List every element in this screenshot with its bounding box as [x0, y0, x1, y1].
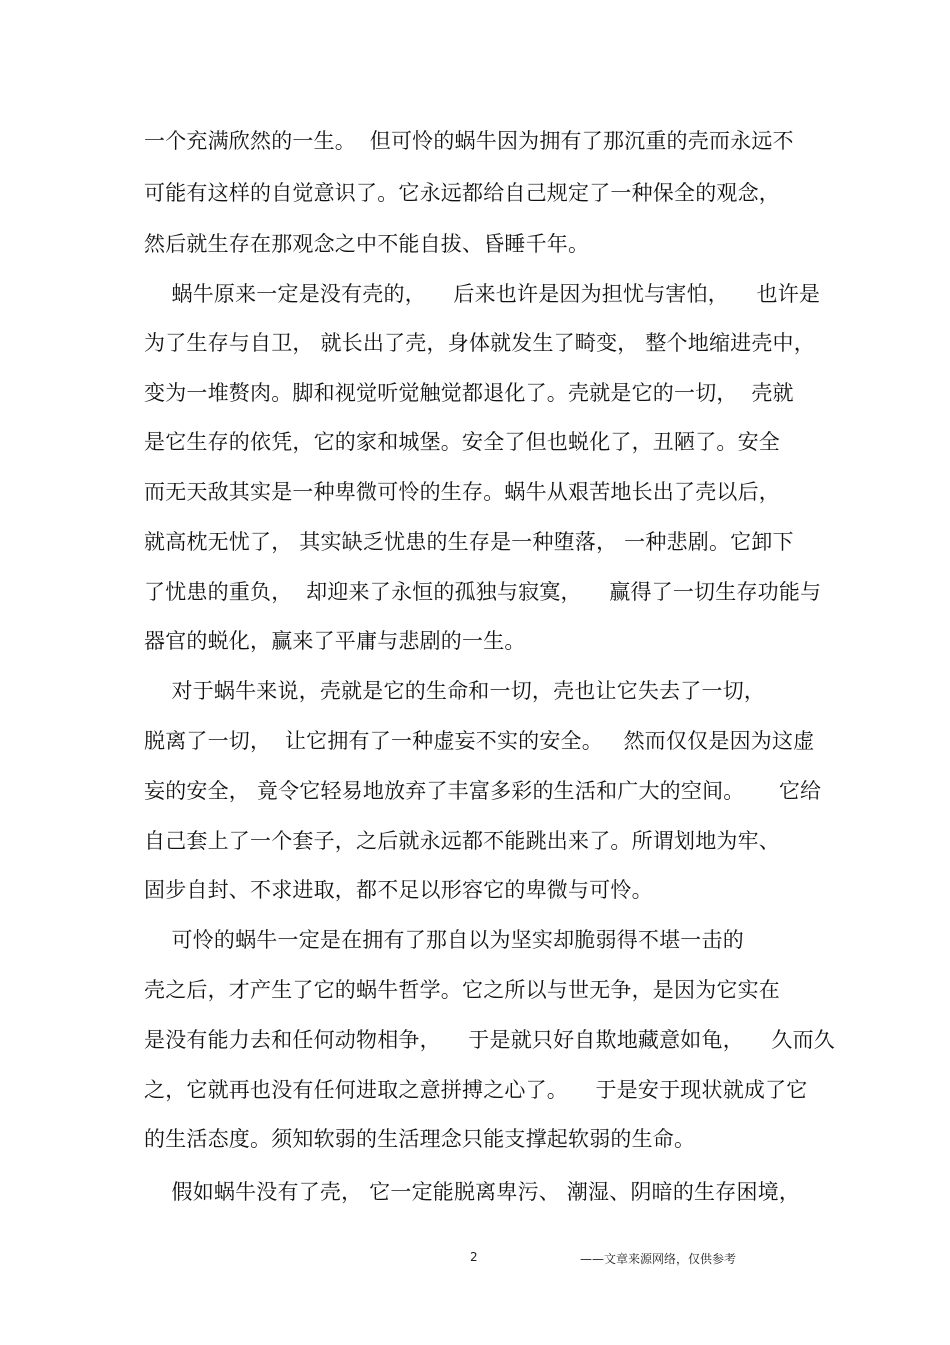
- text-line: 妄的安全， 竟令它轻易地放弃了丰富多彩的生活和广大的空间。 它给: [144, 779, 822, 803]
- text-line: 而无天敌其实是一种卑微可怜的生存。蜗牛从艰苦地长出了壳以后，: [144, 480, 780, 504]
- text-line: 的生活态度。须知软弱的生活理念只能支撑起软弱的生命。: [144, 1127, 696, 1151]
- text-line: 假如蜗牛没有了壳， 它一定能脱离卑污、 潮湿、阴暗的生存困境，: [144, 1180, 801, 1204]
- text-line: 了忧患的重负， 却迎来了永恒的孤独与寂寞， 赢得了一切生存功能与: [144, 580, 822, 604]
- text-line: 一个充满欣然的一生。 但可怜的蜗牛因为拥有了那沉重的壳而永远不: [144, 129, 794, 153]
- text-line: 蜗牛原来一定是没有壳的， 后来也许是因为担忧与害怕， 也许是: [144, 282, 821, 306]
- text-line: 之，它就再也没有任何进取之意拼搏之心了。 于是安于现状就成了它: [144, 1078, 808, 1102]
- text-line: 是它生存的依凭，它的家和城堡。安全了但也蜕化了，丑陋了。安全: [144, 430, 780, 454]
- text-line: 自己套上了一个套子，之后就永远都不能跳出来了。所谓划地为牢、: [144, 829, 780, 853]
- text-line: 固步自封、不求进取，都不足以形容它的卑微与可怜。: [144, 878, 653, 902]
- text-line: 是没有能力去和任何动物相争， 于是就只好自欺地藏意如龟， 久而久: [144, 1028, 835, 1052]
- text-line: 变为一堆赘肉。脚和视觉听觉触觉都退化了。壳就是它的一切， 壳就: [144, 381, 794, 405]
- footer-note: ——文章来源网络，仅供参考: [580, 1252, 737, 1266]
- text-line: 然后就生存在那观念之中不能自拔、昏睡千年。: [144, 232, 590, 256]
- text-line: 可怜的蜗牛一定是在拥有了那自以为坚实却脆弱得不堪一击的: [144, 928, 744, 952]
- text-line: 器官的蜕化，赢来了平庸与悲剧的一生。: [144, 629, 526, 653]
- page-number: 2: [470, 1250, 478, 1264]
- text-line: 脱离了一切， 让它拥有了一种虚妄不实的安全。 然而仅仅是因为这虚: [144, 729, 815, 753]
- text-line: 为了生存与自卫， 就长出了壳，身体就发生了畸变， 整个地缩进壳中，: [144, 331, 815, 355]
- text-line: 对于蜗牛来说，壳就是它的生命和一切，壳也让它失去了一切，: [144, 679, 766, 703]
- text-line: 可能有这样的自觉意识了。它永远都给自己规定了一种保全的观念，: [144, 181, 780, 205]
- text-line: 壳之后，才产生了它的蜗牛哲学。它之所以与世无争，是因为它实在: [144, 978, 780, 1002]
- text-line: 就高枕无忧了， 其实缺乏忧患的生存是一种堕落， 一种悲剧。它卸下: [144, 530, 794, 554]
